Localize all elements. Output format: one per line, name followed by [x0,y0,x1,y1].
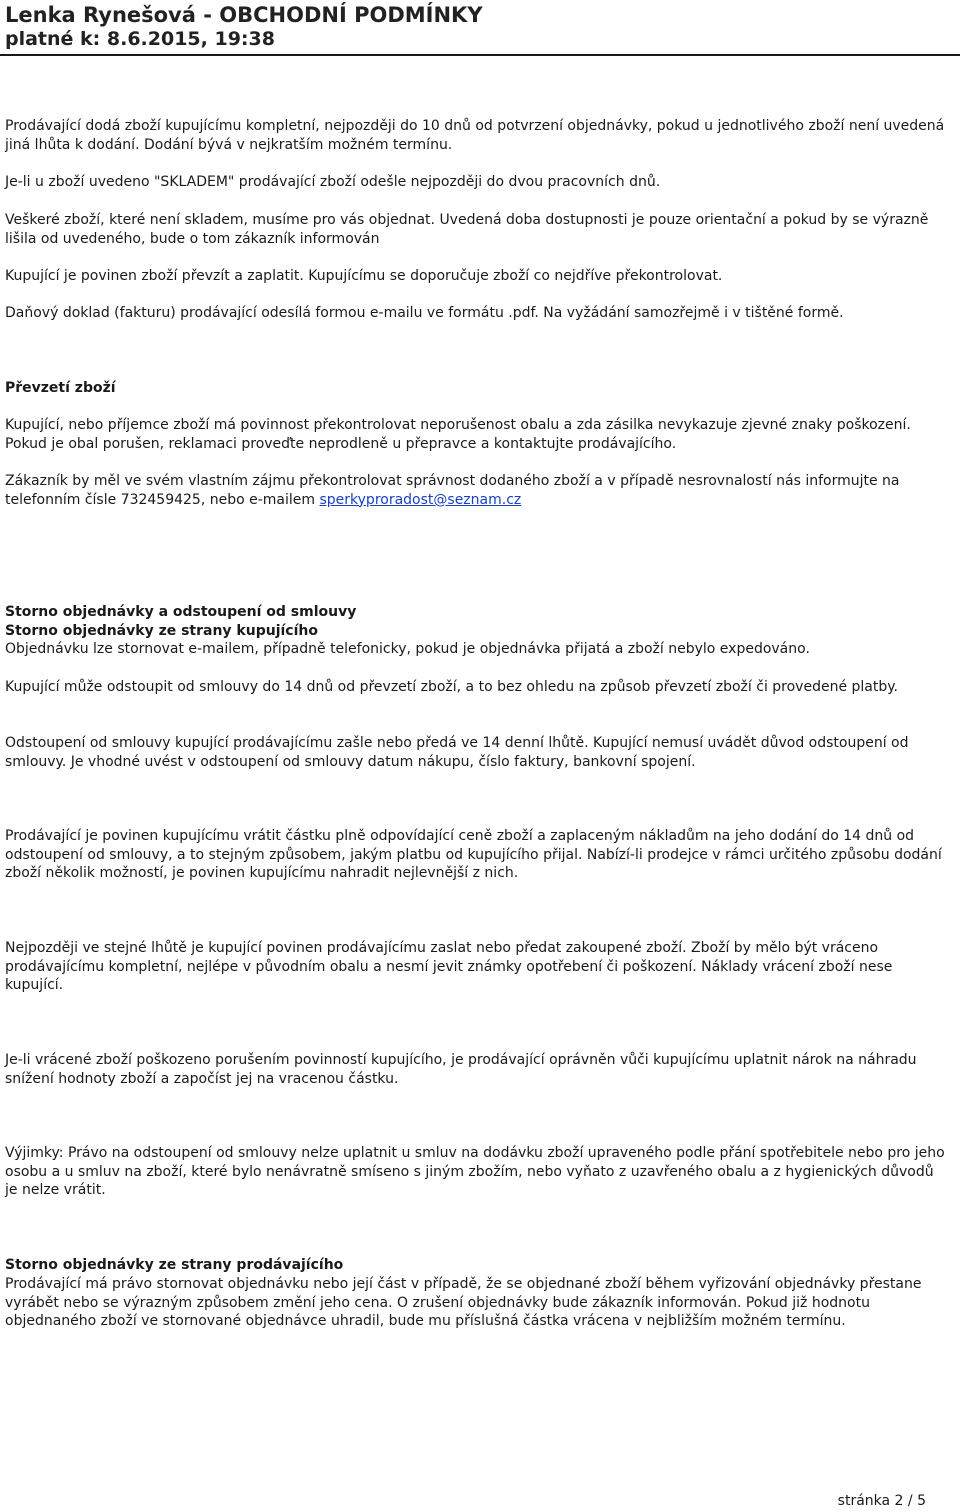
paragraph-odstoupeni-lhuta: Kupující může odstoupit od smlouvy do 14 dnů od převzetí zboží, a to bez ohledu na způsob převzetí zboží či provedené platby. [5,679,898,695]
header-divider [0,54,960,56]
heading-storno-kupujici: Storno objednávky ze strany kupujícího [5,623,318,639]
paragraph-odstoupeni-postup: Odstoupení od smlouvy kupující prodávajícímu zašle nebo předá ve 14 denní lhůtě. Kupující nemusí uvádět důvod odstoupení od smlouvy. Je vhodné uvést v odstoupení od smlouvy datum nákupu, číslo faktury, bankovní spojení. [5,735,909,770]
paragraph-kontakt [5,472,950,509]
heading-prevzeti-zbozi: Převzetí zboží [5,380,116,396]
page-number: stránka 2 / 5 [837,1493,926,1509]
paragraph-kontakt-text: Zákazník by měl ve svém vlastním zájmu překontrolovat správnost dodaného zboží a v případě nesrovnalostí nás informujte na telefonním čísle 732459425, nebo e-mailem [5,473,900,508]
paragraph-storno-prodavajici: Prodávající má právo stornovat objednávku nebo její část v případě, že se objednané zboží během vyřizování objednávky přestane vyrábět nebo se výrazným způsobem změní jeho cena. O zrušení objednávky bude zákazník informován. Pokud již hodnotu objednaného zboží ve stornované objednávce uhradil, bude mu příslušná částka vrácena v nejbližším možném termínu. [5,1276,922,1330]
email-link[interactable]: sperkyproradost@seznam.cz [319,491,522,508]
paragraph-vraceni-zbozi: Nejpozději ve stejné lhůtě je kupující povinen prodávajícímu zaslat nebo předat zakoupené zboží. Zboží by mělo být vráceno prodávajícímu kompletní, nejlépe v původním obalu a nesmí jevit známky opotřebení či poškození. Náklady vrácení zboží nese kupující. [5,940,893,994]
paragraph-objednani: Veškeré zboží, které není skladem, musíme pro vás objednat. Uvedená doba dostupnosti je pouze orientační a pokud by se výrazně lišila od uvedeného, bude o tom zákazník informován [5,212,929,247]
paragraph-kontrola-obalu: Kupující, nebo příjemce zboží má povinnost překontrolovat neporušenost obalu a zda zásilka nevykazuje zjevné znaky poškození. Pokud je obal porušen, reklamaci proveďte neprodleně u přepravce a kontaktujte prodávajícího. [5,417,911,452]
paragraph-danovy-doklad: Daňový doklad (fakturu) prodávající odesílá formou e-mailu ve formátu .pdf. Na vyžádání samozřejmě i v tištěné formě. [5,305,844,321]
document-header [5,3,955,52]
document-date: platné k: 8.6.2015, 19:38 [5,28,275,50]
heading-storno: Storno objednávky a odstoupení od smlouvy [5,604,357,620]
paragraph-poskozeni: Je-li vrácené zboží poškozeno porušením povinností kupujícího, je prodávající oprávněn vůči kupujícímu uplatnit nárok na náhradu snížení hodnoty zboží a započíst jej na vracenou částku. [5,1052,917,1087]
heading-storno-prodavajici: Storno objednávky ze strany prodávajícího [5,1257,344,1273]
paragraph-skladem: Je-li u zboží uvedeno "SKLADEM" prodávající zboží odešle nejpozději do dvou pracovních dnů. [5,174,661,190]
paragraph-storno-email: Objednávku lze stornovat e-mailem, případně telefonicky, pokud je objednávka přijatá a zboží nebylo expedováno. [5,641,810,657]
paragraph-prevzeti-zaplaceni: Kupující je povinen zboží převzít a zaplatit. Kupujícímu se doporučuje zboží co nejdříve překontrolovat. [5,268,723,284]
document-title: Lenka Rynešová - OBCHODNÍ PODMÍNKY [5,3,483,27]
paragraph-vraceni-castky: Prodávající je povinen kupujícímu vrátit částku plně odpovídající ceně zboží a zaplaceným nákladům na jeho dodání do 14 dnů od odstoupení od smlouvy, a to stejným způsobem, jakým platbu od kupujícího přijal. Nabízí-li prodejce v rámci určitého způsobu dodání zboží několik možností, je povinen kupujícímu nahradit nejlevnější z nich. [5,828,942,882]
paragraph-dodani: Prodávající dodá zboží kupujícímu kompletní, nejpozději do 10 dnů od potvrzení objednávky, pokud u jednotlivého zboží není uvedená jiná lhůta k dodání. Dodání bývá v nejkratším možném termínu. [5,118,945,153]
paragraph-vyjimky: Výjimky: Právo na odstoupení od smlouvy nelze uplatnit u smluv na dodávku zboží upraveného podle přání spotřebitele nebo pro jeho osobu a u smluv na zboží, které bylo nenávratně smíseno s jiným zbožím, nebo vyňato z uzavřeného obalu a z hygienických důvodů je nelze vrátit. [5,1145,945,1199]
